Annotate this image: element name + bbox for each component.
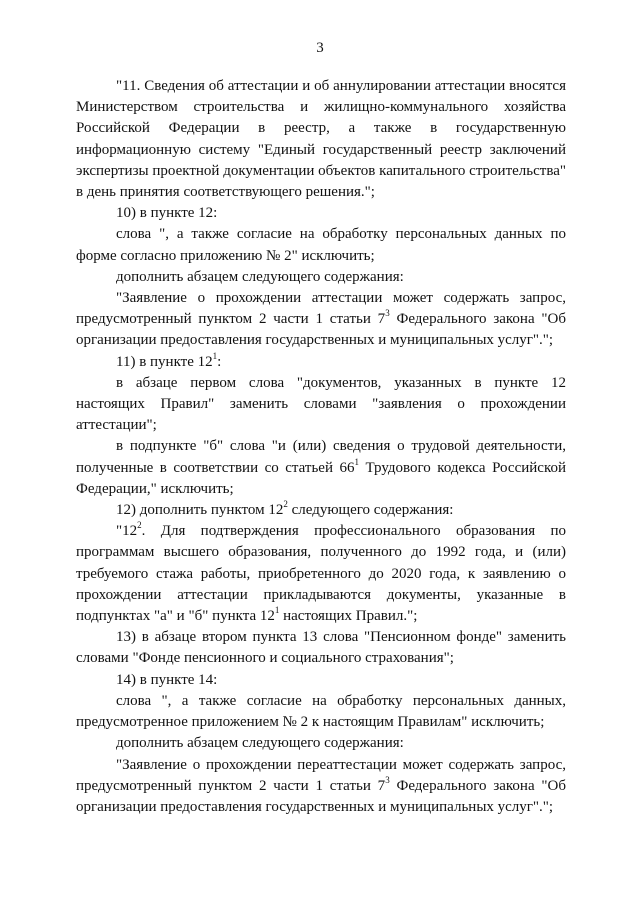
paragraph-text: . Для подтверждения профессионального образования по программам высшего образования, полученного до 1992 года, и (или) требуемого стажа работы, приобретенного до 2020 года, к заявлению о прохождении аттестации прикладываются документы, указанные в подпунктах "а" и "б" пункта 12 xyxy=(76,523,566,625)
paragraph-text: Федерального закона "Об организации предоставления государственных и муниципальных услуг"."; xyxy=(76,311,566,349)
page-number: 3 xyxy=(316,40,324,56)
paragraph xyxy=(76,500,566,521)
paragraph-text: 10) в пункте 12: xyxy=(116,205,218,222)
paragraph-text: "11. Сведения об аттестации и об аннулировании аттестации вносятся Министерством строительства и жилищно-коммунального хозяйства Российской Федерации в реестр, а также в государственную информационную систему "Единый государственный реестр заключений экспертизы проектной документации объектов капитального строительства" в день принятия соответствующего решения."; xyxy=(76,78,566,201)
paragraph xyxy=(76,733,566,754)
paragraph xyxy=(76,373,566,437)
paragraph-text: 13) в абзаце втором пункта 13 слова "Пенсионном фонде" заменить словами "Фонде пенсионного и социального страхования"; xyxy=(76,629,566,667)
paragraph xyxy=(76,627,566,669)
superscript: 3 xyxy=(385,308,390,319)
paragraph-text: в абзаце первом слова "документов, указанных в пункте 12 настоящих Правил" заменить словами "заявления о прохождении аттестации"; xyxy=(76,374,566,434)
paragraph-text: слова ", а также согласие на обработку персональных данных по форме согласно приложению № 2" исключить; xyxy=(76,226,566,264)
paragraph-text: следующего содержания: xyxy=(287,502,454,519)
paragraph-text: дополнить абзацем следующего содержания: xyxy=(116,735,404,752)
paragraph xyxy=(76,691,566,733)
paragraph-text: Федерального закона "Об организации предоставления государственных и муниципальных услуг"."; xyxy=(76,777,566,815)
paragraph-text: Трудового кодекса Российской Федерации," исключить; xyxy=(76,459,566,497)
paragraph xyxy=(76,755,566,819)
paragraph-text: слова ", а также согласие на обработку персональных данных, предусмотренное приложением № 2 к настоящим Правилам" исключить; xyxy=(76,692,566,731)
superscript: 1 xyxy=(354,456,359,467)
paragraph-text: "Заявление о прохождении аттестации может содержать запрос, предусмотренный пунктом 2 части 1 статьи 7 xyxy=(76,290,566,328)
paragraph-text: "Заявление о прохождении переаттестации может содержать запрос, предусмотренный пунктом 2 части 1 статьи 7 xyxy=(76,756,566,794)
paragraph-text: 12) дополнить пунктом 12 xyxy=(116,502,284,519)
paragraph-text: дополнить абзацем следующего содержания: xyxy=(116,268,404,285)
paragraph xyxy=(76,288,566,352)
paragraph xyxy=(76,203,566,224)
paragraph-text: в подпункте "б" слова "и (или) сведения о трудовой деятельности, полученные в соответствии со статьей 66 xyxy=(76,438,566,476)
document-body xyxy=(76,76,566,818)
paragraph xyxy=(76,521,566,627)
paragraph-text: "12 xyxy=(116,523,138,540)
superscript: 2 xyxy=(137,520,142,531)
paragraph xyxy=(76,76,566,203)
paragraph xyxy=(76,670,566,691)
paragraph xyxy=(76,436,566,500)
paragraph-text: 14) в пункте 14: xyxy=(116,671,218,688)
paragraph-text: настоящих Правил."; xyxy=(279,608,418,625)
paragraph xyxy=(76,352,566,373)
paragraph-text: : xyxy=(217,353,222,370)
superscript: 3 xyxy=(385,774,390,785)
superscript: 1 xyxy=(274,605,280,616)
paragraph xyxy=(76,224,566,266)
paragraph-text: 11) в пункте 12 xyxy=(116,353,213,370)
paragraph xyxy=(76,267,566,288)
superscript: 1 xyxy=(212,350,218,361)
superscript: 2 xyxy=(283,499,288,510)
